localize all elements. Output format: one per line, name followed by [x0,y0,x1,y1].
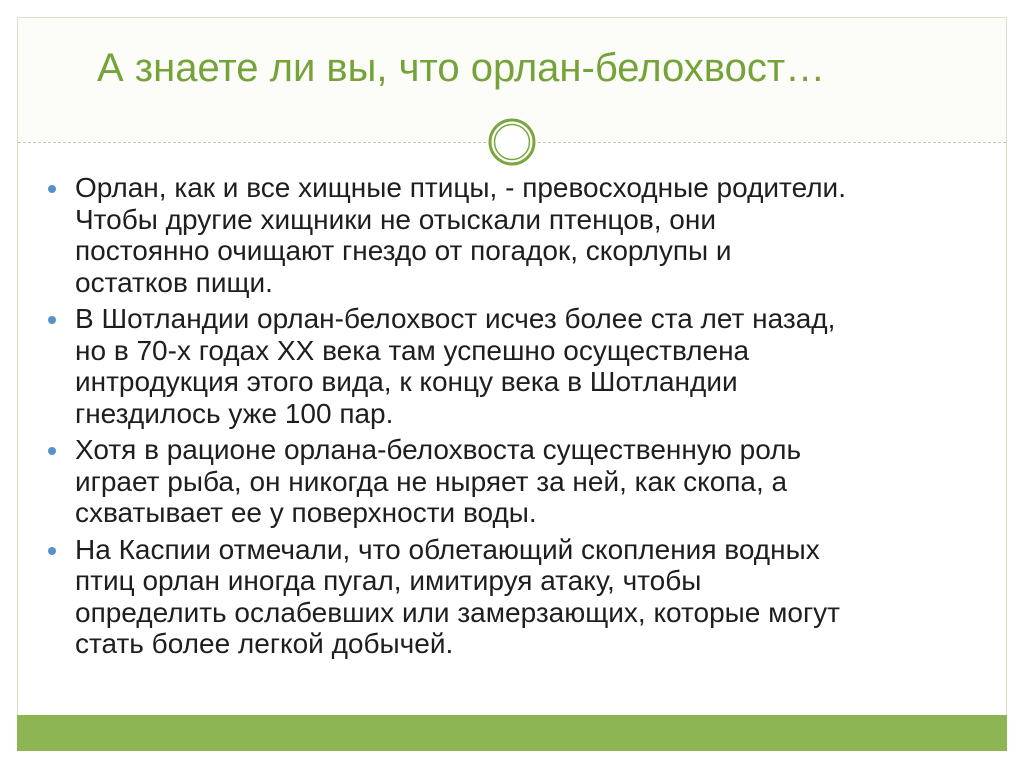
bullet-text: Орлан, как и все хищные птицы, - превосходные родители. Чтобы другие хищники не отыскали птенцов, они постоянно очищают гнездо от погадок, скорлупы и остатков пищи. [75,172,846,298]
dot-bullet-icon [48,185,56,193]
bullet-item [44,434,984,529]
bullet-text: Хотя в рационе орлана-белохвоста существенную роль играет рыба, он никогда не ныряет за ней, как скопа, а схватывает ее у поверхности воды. [75,434,802,528]
dot-bullet-icon [48,316,56,324]
bullet-text: На Каспии отмечали, что облетающий скопления водных птиц орлан иногда пугал, имитируя атаку, чтобы определить ослабевших или замерзающих, которые могут стать более легкой добычей. [75,533,840,659]
bullet-item [44,172,984,298]
dot-bullet-icon [48,547,56,555]
bullet-list [44,172,984,665]
footer-bar [17,715,1007,751]
bullet-item [44,303,984,429]
slide-title: А знаете ли вы, что орлан-белохвост… [97,46,826,90]
bullet-item [44,534,984,660]
bullet-text: В Шотландии орлан-белохвост исчез более ста лет назад, но в 70-х годах XX века там успешно осуществлена интродукция этого вида, к концу века в Шотландии гнездилось уже 100 пар. [75,303,836,429]
ring-icon [486,116,538,168]
dot-bullet-icon [48,447,56,455]
